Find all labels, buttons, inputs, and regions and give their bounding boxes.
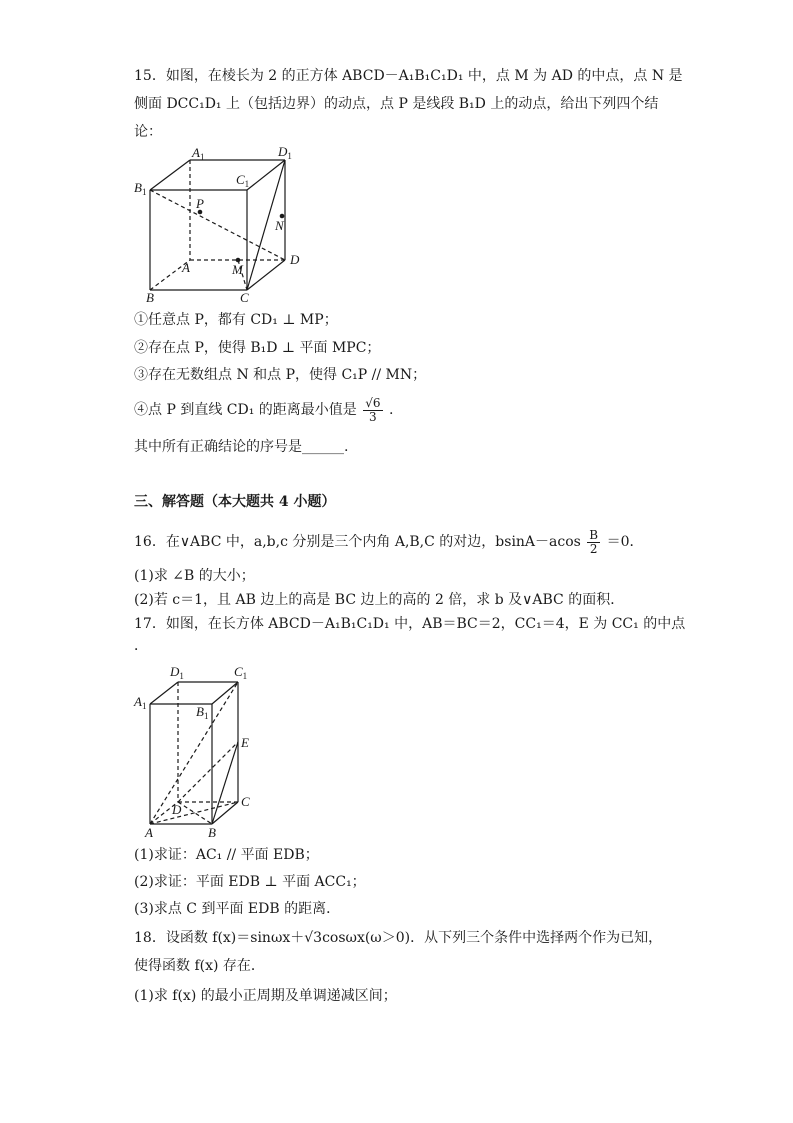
q15-option-1: ①任意点 P，都有 CD₁ ⊥ MP； [134,312,338,328]
svg-text:B1: $B_1$ [134,180,147,197]
svg-text:D: D [290,252,300,267]
svg-text:A1: $A_1$ [192,145,205,162]
q15-line-3: 论： [134,124,162,140]
q15-option-3: ③存在无数组点 N 和点 P，使得 C₁P // MN； [134,367,427,383]
q15-option-4: ④点 P 到直线 CD₁ 的距离最小值是 $\frac{√6}{3}$ . [134,395,394,424]
svg-text:D1: $D_1$ [278,144,292,161]
q17-line-2: ． [134,638,148,654]
svg-text:C: C [241,794,250,809]
q17-part-2: (2)求证：平面 EDB ⊥ 平面 ACC₁； [134,874,366,890]
cube-figure [130,142,330,307]
q17-part-3: (3)求点 C 到平面 EDB 的距离． [134,901,341,917]
svg-text:P: P [196,196,204,211]
svg-text:E: E [241,735,249,750]
svg-text:B1: $B_1$ [196,704,209,721]
svg-text:B: B [208,825,216,840]
section-heading: 三、解答题（本大题共 4 小题） [134,494,336,510]
q17-line-1: 17．如图，在长方体 ABCD－A₁B₁C₁D₁ 中，AB＝BC＝2，CC₁＝4，E 为 CC₁ 的中点 [134,616,686,632]
svg-text:C: C [240,290,249,305]
cuboid-figure [130,660,270,840]
q15-line-2: 侧面 DCC₁D₁ 上（包括边界）的动点，点 P 是线段 B₁D 上的动点，给出下列四个结 [134,96,659,112]
q17-part-1: (1)求证：AC₁ // 平面 EDB； [134,847,319,863]
q15-ask: 其中所有正确结论的序号是______. [134,439,349,455]
fraction: $\frac{B}{2}$ [589,527,599,556]
q18-line-1: 18．设函数 f(x)＝sinωx＋√3cosωx(ω＞0)．从下列三个条件中选择两个作为已知， [134,930,663,946]
svg-text:C1: $C_1$ [234,664,248,681]
q18-part-1: (1)求 f(x) 的最小正周期及单调递减区间； [134,988,397,1004]
svg-text:D: D [172,802,182,817]
svg-text:A: A [182,260,190,275]
svg-text:C1: $C_1$ [236,172,250,189]
svg-text:A1: $A_1$ [134,694,147,711]
svg-text:M: M [232,262,243,277]
svg-text:N: N [275,218,284,233]
svg-text:D1: $D_1$ [170,664,184,681]
svg-text:B: B [146,290,154,305]
q15-option-4-text: ④点 P 到直线 CD₁ 的距离最小值是 [134,402,357,418]
q16-part-1: (1)求 ∠B 的大小； [134,568,255,584]
q15-line-1: 15．如图，在棱长为 2 的正方体 ABCD－A₁B₁C₁D₁ 中，点 M 为 AD 的中点，点 N 是 [134,68,683,84]
q15-option-2: ②存在点 P，使得 B₁D ⊥ 平面 MPC； [134,340,381,356]
q18-line-2: 使得函数 f(x) 存在． [134,958,265,974]
svg-text:A: A [145,825,153,840]
q16-part-2: (2)若 c＝1，且 AB 边上的高是 BC 边上的高的 2 倍，求 b 及∨ABC 的面积． [134,592,625,608]
fraction: $\frac{√6}{3}$ [365,395,381,424]
q16-line-1: 16．在∨ABC 中，a,b,c 分别是三个内角 A,B,C 的对边，bsinA－acos $\frac{B}{2}$ ＝0． [134,527,644,556]
